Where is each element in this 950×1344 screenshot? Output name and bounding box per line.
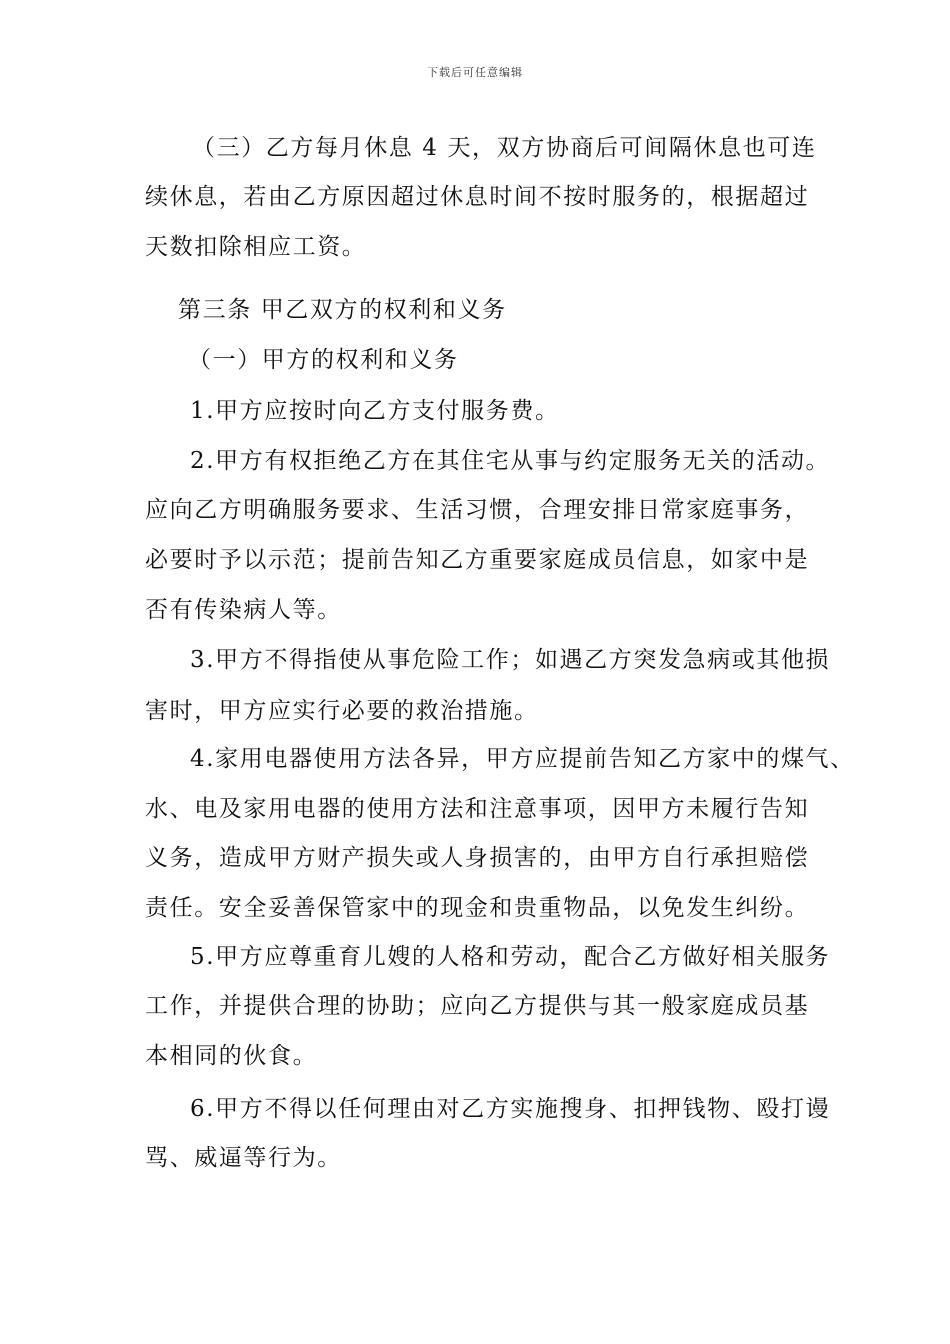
paragraph-line: 3.甲方不得指使从事危险工作；如遇乙方突发急病或其他损 <box>190 647 831 673</box>
paragraph-line: 6.甲方不得以任何理由对乙方实施搜身、扣押钱物、殴打谩 <box>190 1096 831 1122</box>
paragraph-line: 5.甲方应尊重育儿嫂的人格和劳动，配合乙方做好相关服务 <box>190 944 831 970</box>
section-heading: 第三条 甲乙双方的权利和义务 <box>178 297 507 323</box>
paragraph-line: 4.家用电器使用方法各异，甲方应提前告知乙方家中的煤气、 <box>190 746 855 772</box>
paragraph-line: 责任。安全妥善保管家中的现金和贵重物品，以免发生纠纷。 <box>145 895 810 921</box>
paragraph-line: 骂、威逼等行为。 <box>145 1145 342 1171</box>
paragraph-line: （三）乙方每月休息 4 天，双方协商后可间隔休息也可连 <box>192 135 817 161</box>
paragraph-line: 1.甲方应按时向乙方支付服务费。 <box>190 398 560 424</box>
paragraph-line: 义务，造成甲方财产损失或人身损害的，由甲方自行承担赔偿 <box>145 845 810 871</box>
paragraph-line: 应向乙方明确服务要求、生活习惯，合理安排日常家庭事务， <box>145 497 810 523</box>
page-header: 下载后可任意编辑 <box>427 66 523 79</box>
paragraph-line: 害时，甲方应实行必要的救治措施。 <box>145 698 539 724</box>
paragraph-line: 续休息，若由乙方原因超过休息时间不按时服务的，根据超过 <box>145 184 810 210</box>
paragraph-line: 工作，并提供合理的协助；应向乙方提供与其一般家庭成员基 <box>145 993 810 1019</box>
paragraph-line: 天数扣除相应工资。 <box>145 234 367 260</box>
paragraph-line: 必要时予以示范；提前告知乙方重要家庭成员信息，如家中是 <box>145 547 810 573</box>
paragraph-line: 本相同的伙食。 <box>145 1043 318 1069</box>
subsection-heading: （一）甲方的权利和义务 <box>188 347 459 373</box>
paragraph-line: 否有传染病人等。 <box>145 597 342 623</box>
paragraph-line: 水、电及家用电器的使用方法和注意事项，因甲方未履行告知 <box>145 796 810 822</box>
paragraph-line: 2.甲方有权拒绝乙方在其住宅从事与约定服务无关的活动。 <box>190 448 831 474</box>
